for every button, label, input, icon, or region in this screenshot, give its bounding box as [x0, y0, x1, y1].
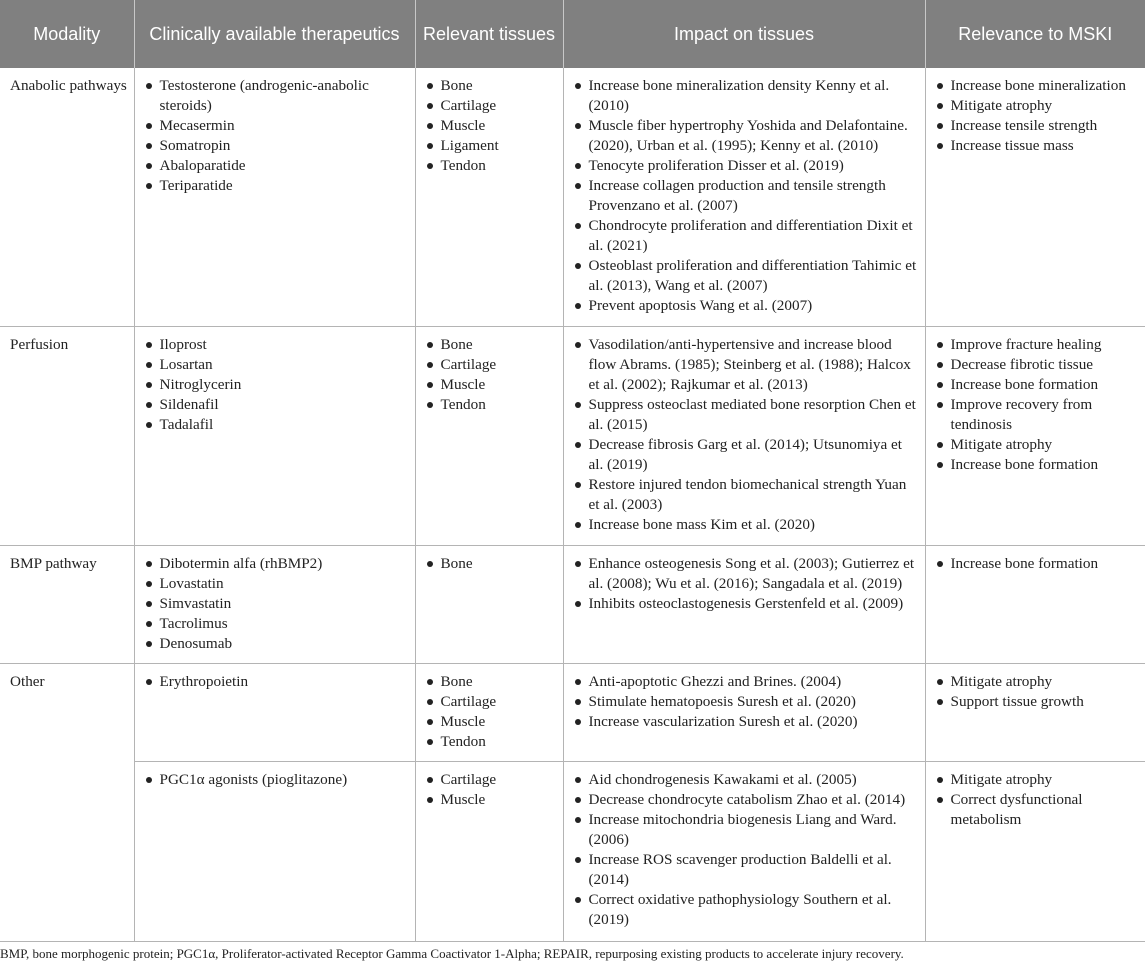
therapeutics-cell: [134, 68, 415, 326]
list-item: Correct oxidative pathophysiology Southern et al. (2019): [572, 890, 919, 930]
list-item: Mitigate atrophy: [934, 770, 1140, 790]
impact-cell: [563, 545, 925, 663]
table-row: [0, 68, 1145, 326]
list-item: Anti-apoptotic Ghezzi and Brines. (2004): [572, 672, 919, 692]
list-item: Tendon: [424, 156, 557, 176]
list-item: Sildenafil: [143, 395, 409, 415]
list-item: Cartilage: [424, 692, 557, 712]
bullet-list: [934, 554, 1140, 574]
list-item: Tacrolimus: [143, 614, 409, 634]
bullet-list: [424, 335, 557, 415]
list-item: Improve recovery from tendinosis: [934, 395, 1140, 435]
list-item: Decrease fibrosis Garg et al. (2014); Utsunomiya et al. (2019): [572, 435, 919, 475]
list-item: Muscle: [424, 712, 557, 732]
list-item: Increase bone mineralization density Kenny et al. (2010): [572, 76, 919, 116]
list-item: Mitigate atrophy: [934, 435, 1140, 455]
list-item: Simvastatin: [143, 594, 409, 614]
modality-cell: [0, 761, 134, 941]
list-item: Increase tissue mass: [934, 136, 1140, 156]
list-item: Lovastatin: [143, 574, 409, 594]
list-item: Tadalafil: [143, 415, 409, 435]
list-item: Bone: [424, 335, 557, 355]
modality-cell: Anabolic pathways: [0, 68, 134, 326]
list-item: Mitigate atrophy: [934, 96, 1140, 116]
list-item: Bone: [424, 554, 557, 574]
list-item: Increase bone formation: [934, 554, 1140, 574]
list-item: Chondrocyte proliferation and differentiation Dixit et al. (2021): [572, 216, 919, 256]
tissues-cell: [415, 326, 563, 545]
table-row: [0, 545, 1145, 663]
therapeutics-cell: [134, 663, 415, 761]
bullet-list: [572, 672, 919, 732]
table-footnote: BMP, bone morphogenic protein; PGC1α, Proliferator-activated Receptor Gamma Coactivator 1-Alpha; REPAIR, repurposing existing products to accelerate injury recovery.: [0, 946, 904, 961]
bullet-list: [424, 76, 557, 176]
bullet-list: [572, 554, 919, 614]
list-item: Osteoblast proliferation and differentiation Tahimic et al. (2013), Wang et al. (2007): [572, 256, 919, 296]
list-item: Decrease fibrotic tissue: [934, 355, 1140, 375]
bullet-list: [572, 335, 919, 535]
list-item: Increase bone mass Kim et al. (2020): [572, 515, 919, 535]
list-item: Correct dysfunctional metabolism: [934, 790, 1140, 830]
modality-cell: BMP pathway: [0, 545, 134, 663]
bullet-list: [934, 76, 1140, 156]
list-item: Bone: [424, 672, 557, 692]
tissues-cell: [415, 68, 563, 326]
list-item: Cartilage: [424, 355, 557, 375]
list-item: Iloprost: [143, 335, 409, 355]
list-item: PGC1α agonists (pioglitazone): [143, 770, 409, 790]
list-item: Aid chondrogenesis Kawakami et al. (2005): [572, 770, 919, 790]
list-item: Ligament: [424, 136, 557, 156]
list-item: Bone: [424, 76, 557, 96]
impact-cell: [563, 663, 925, 761]
relevance-cell: [925, 326, 1145, 545]
list-item: Improve fracture healing: [934, 335, 1140, 355]
list-item: Increase mitochondria biogenesis Liang and Ward. (2006): [572, 810, 919, 850]
list-item: Inhibits osteoclastogenesis Gerstenfeld et al. (2009): [572, 594, 919, 614]
list-item: Nitroglycerin: [143, 375, 409, 395]
modality-cell: Other: [10, 672, 45, 690]
list-item: Tendon: [424, 732, 557, 752]
list-item: Mecasermin: [143, 116, 409, 136]
list-item: Suppress osteoclast mediated bone resorption Chen et al. (2015): [572, 395, 919, 435]
relevance-cell: [925, 68, 1145, 326]
list-item: Muscle: [424, 116, 557, 136]
therapeutics-cell: [134, 326, 415, 545]
table-row: [0, 663, 1145, 761]
list-item: Restore injured tendon biomechanical strength Yuan et al. (2003): [572, 475, 919, 515]
list-item: Support tissue growth: [934, 692, 1140, 712]
bullet-list: [424, 770, 557, 810]
bullet-list: [934, 770, 1140, 830]
list-item: Increase vascularization Suresh et al. (2020): [572, 712, 919, 732]
bullet-list: [572, 770, 919, 930]
list-item: Vasodilation/anti-hypertensive and increase blood flow Abrams. (1985); Steinberg et al. (1988); Halcox et al. (2002); Rajkumar et al. (2013): [572, 335, 919, 395]
impact-cell: [563, 761, 925, 941]
bullet-list: [143, 335, 409, 435]
header-impact: Impact on tissues: [563, 0, 925, 68]
bullet-list: [934, 672, 1140, 712]
table-header-row: [0, 0, 1145, 68]
list-item: Enhance osteogenesis Song et al. (2003); Gutierrez et al. (2008); Wu et al. (2016); Sangadala et al. (2019): [572, 554, 919, 594]
list-item: Increase ROS scavenger production Baldelli et al. (2014): [572, 850, 919, 890]
impact-cell: [563, 68, 925, 326]
relevance-cell: [925, 545, 1145, 663]
list-item: Abaloparatide: [143, 156, 409, 176]
tissues-cell: [415, 663, 563, 761]
bullet-list: [143, 770, 409, 790]
bullet-list: [424, 672, 557, 752]
list-item: Stimulate hematopoesis Suresh et al. (2020): [572, 692, 919, 712]
list-item: Dibotermin alfa (rhBMP2): [143, 554, 409, 574]
table-row: [0, 326, 1145, 545]
list-item: Increase bone mineralization: [934, 76, 1140, 96]
list-item: Cartilage: [424, 770, 557, 790]
list-item: Tenocyte proliferation Disser et al. (2019): [572, 156, 919, 176]
header-modality: Modality: [0, 0, 134, 68]
relevance-cell: [925, 761, 1145, 941]
table-row: [0, 761, 1145, 941]
bullet-list: [143, 672, 409, 692]
bullet-list: [572, 76, 919, 316]
list-item: Teriparatide: [143, 176, 409, 196]
bullet-list: [143, 76, 409, 196]
header-therapeutics: Clinically available therapeutics: [134, 0, 415, 68]
header-relevance: Relevance to MSKI: [925, 0, 1145, 68]
list-item: Muscle: [424, 375, 557, 395]
bullet-list: [934, 335, 1140, 475]
list-item: Tendon: [424, 395, 557, 415]
list-item: Testosterone (androgenic-anabolic steroids): [143, 76, 409, 116]
list-item: Increase collagen production and tensile strength Provenzano et al. (2007): [572, 176, 919, 216]
list-item: Increase bone formation: [934, 375, 1140, 395]
list-item: Increase tensile strength: [934, 116, 1140, 136]
modality-cell: Perfusion: [0, 326, 134, 545]
list-item: Losartan: [143, 355, 409, 375]
list-item: Muscle fiber hypertrophy Yoshida and Delafontaine. (2020), Urban et al. (1995); Kenny et al. (2010): [572, 116, 919, 156]
therapeutics-cell: [134, 761, 415, 941]
impact-cell: [563, 326, 925, 545]
bullet-list: [424, 554, 557, 574]
list-item: Mitigate atrophy: [934, 672, 1140, 692]
bullet-list: [143, 554, 409, 654]
list-item: Prevent apoptosis Wang et al. (2007): [572, 296, 919, 316]
list-item: Erythropoietin: [143, 672, 409, 692]
tissues-cell: [415, 545, 563, 663]
tissues-cell: [415, 761, 563, 941]
list-item: Decrease chondrocyte catabolism Zhao et al. (2014): [572, 790, 919, 810]
list-item: Increase bone formation: [934, 455, 1140, 475]
list-item: Muscle: [424, 790, 557, 810]
list-item: Cartilage: [424, 96, 557, 116]
list-item: Denosumab: [143, 634, 409, 654]
header-tissues: Relevant tissues: [415, 0, 563, 68]
relevance-cell: [925, 663, 1145, 761]
list-item: Somatropin: [143, 136, 409, 156]
therapeutics-cell: [134, 545, 415, 663]
